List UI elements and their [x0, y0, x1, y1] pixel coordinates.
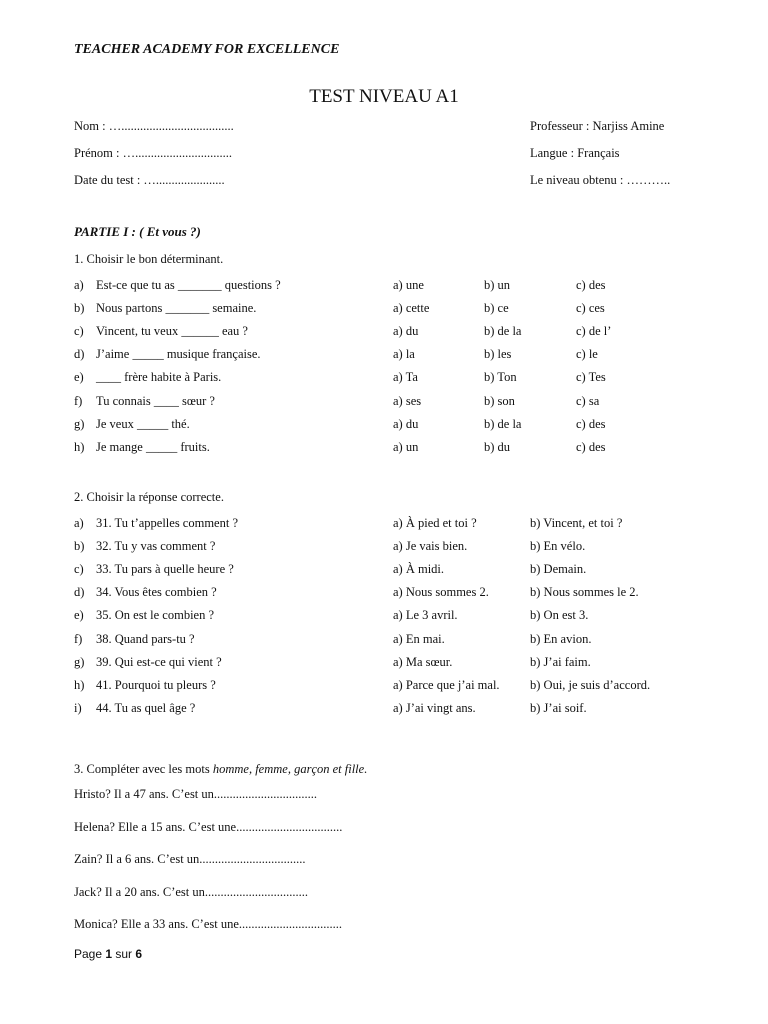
question-text: 31. Tu t’appelles comment ?: [96, 516, 238, 530]
exercise2-row: [0, 608, 768, 626]
exercise2-row: [0, 562, 768, 580]
item-letter: b): [74, 301, 85, 316]
exercise2-row: [0, 539, 768, 557]
page-title: TEST NIVEAU A1: [309, 86, 459, 107]
option-b: b) les: [484, 347, 512, 362]
exercise1-row: [0, 417, 768, 435]
exercise2-row: [0, 701, 768, 719]
option-b: b) En avion.: [530, 631, 592, 646]
exercise1-row: [0, 347, 768, 365]
exercise2-row: [0, 516, 768, 534]
item-letter: c): [74, 324, 84, 339]
option-c: c) ces: [576, 301, 605, 316]
option-a: a) du: [393, 416, 419, 431]
page-label: Page: [74, 947, 106, 961]
option-c: c) de l’: [576, 324, 612, 339]
item-letter: a): [74, 278, 84, 292]
option-b: b) En vélo.: [530, 539, 586, 554]
completion-line: Helena? Elle a 15 ans. C’est une..................................: [74, 819, 343, 834]
question-text: 44. Tu as quel âge ?: [96, 700, 196, 715]
option-b: b) Nous sommes le 2.: [530, 585, 639, 600]
item-letter: d): [74, 347, 85, 362]
question-text: 39. Qui est-ce qui vient ?: [96, 654, 222, 669]
school-name: TEACHER ACADEMY FOR EXCELLENCE: [74, 42, 340, 57]
exercise1-instruction: 1. Choisir le bon déterminant.: [74, 252, 224, 266]
option-a: a) cette: [393, 301, 430, 316]
option-b: b) Demain.: [530, 562, 587, 577]
option-c: c) sa: [576, 393, 600, 408]
exercise1-row: [0, 370, 768, 388]
question-text: Je veux _____ thé.: [96, 416, 190, 431]
exercise1-row: [0, 278, 768, 296]
option-a: a) Le 3 avril.: [393, 608, 458, 623]
option-b: b) Ton: [484, 370, 517, 385]
page-current: 1: [105, 947, 113, 961]
question-text: Est-ce que tu as _______ questions ?: [96, 278, 281, 292]
exercise2-row: [0, 632, 768, 650]
option-b: b) J’ai soif.: [530, 700, 587, 715]
item-letter: g): [74, 654, 85, 669]
partie-heading: PARTIE I : ( Et vous ?): [74, 224, 201, 239]
option-b: b) du: [484, 439, 511, 454]
exercise2-row: [0, 585, 768, 603]
option-b: b) On est 3.: [530, 608, 589, 623]
exercise1-row: [0, 301, 768, 319]
page-of: sur: [112, 947, 136, 961]
option-b: b) J’ai faim.: [530, 654, 591, 669]
exercise3-instruction-words: homme, femme, garçon et fille.: [212, 762, 368, 776]
option-a: a) une: [393, 278, 424, 292]
question-text: Nous partons _______ semaine.: [96, 301, 257, 316]
question-text: 33. Tu pars à quelle heure ?: [96, 562, 234, 577]
exercise1-row: [0, 394, 768, 412]
question-text: 38. Quand pars-tu ?: [96, 631, 195, 646]
completion-line: Hristo? Il a 47 ans. C’est un.................................: [74, 787, 318, 801]
option-a: a) Ta: [393, 370, 418, 385]
item-letter: a): [74, 516, 84, 530]
completion-line: Jack? Il a 20 ans. C’est un.................................: [74, 884, 308, 899]
nom-field: Nom : …....................................: [74, 119, 234, 133]
option-c: c) Tes: [576, 370, 606, 385]
option-c: c) des: [576, 439, 606, 454]
completion-line: Monica? Elle a 33 ans. C’est une.................................: [74, 917, 343, 931]
option-a: a) Je vais bien.: [393, 539, 468, 554]
option-b: b) Oui, je suis d’accord.: [530, 677, 651, 692]
option-c: c) des: [576, 416, 606, 431]
page-total: 6: [135, 947, 143, 961]
item-letter: b): [74, 539, 85, 554]
option-c: c) des: [576, 278, 606, 292]
option-b: b) Vincent, et toi ?: [530, 516, 623, 530]
option-b: b) de la: [484, 416, 522, 431]
question-text: Vincent, tu veux ______ eau ?: [96, 324, 248, 339]
option-a: a) J’ai vingt ans.: [393, 700, 476, 715]
item-letter: f): [74, 393, 83, 408]
option-a: a) À midi.: [393, 562, 445, 577]
item-letter: g): [74, 416, 85, 431]
exercise2-row: [0, 678, 768, 696]
item-letter: c): [74, 562, 84, 577]
exercise1-row: [0, 324, 768, 342]
option-a: a) la: [393, 347, 415, 362]
question-text: Je mange _____ fruits.: [96, 439, 210, 454]
option-a: a) Parce que j’ai mal.: [393, 677, 500, 692]
date-field: Date du test : …......................: [74, 173, 225, 187]
item-letter: h): [74, 439, 85, 454]
option-b: b) son: [484, 393, 515, 408]
niveau-field: Le niveau obtenu : ………..: [530, 173, 671, 187]
option-a: a) Ma sœur.: [393, 654, 453, 669]
option-a: a) du: [393, 324, 419, 339]
option-b: b) de la: [484, 324, 522, 339]
question-text: J’aime _____ musique française.: [96, 347, 261, 362]
exercise3-instruction: [74, 762, 367, 777]
exercise2-row: [0, 655, 768, 673]
option-a: a) À pied et toi ?: [393, 516, 477, 530]
item-letter: h): [74, 677, 85, 692]
completion-line: Zain? Il a 6 ans. C’est un..................................: [74, 852, 306, 866]
question-text: Tu connais ____ sœur ?: [96, 393, 215, 408]
question-text: 34. Vous êtes combien ?: [96, 585, 217, 600]
item-letter: i): [74, 700, 82, 715]
langue-field: Langue : Français: [530, 146, 620, 160]
option-a: a) ses: [393, 393, 422, 408]
exercise3-instruction-prefix: 3. Compléter avec les mots: [74, 762, 213, 776]
item-letter: e): [74, 370, 84, 385]
prenom-field: Prénom : …...............................: [74, 146, 232, 160]
question-text: 35. On est le combien ?: [96, 608, 215, 623]
option-b: b) un: [484, 278, 511, 292]
question-text: ____ frère habite à Paris.: [96, 370, 222, 385]
option-a: a) Nous sommes 2.: [393, 585, 489, 600]
question-text: 32. Tu y vas comment ?: [96, 539, 216, 554]
item-letter: e): [74, 608, 84, 623]
item-letter: f): [74, 631, 83, 646]
page-number: [74, 947, 142, 961]
item-letter: d): [74, 585, 85, 600]
question-text: 41. Pourquoi tu pleurs ?: [96, 677, 216, 692]
option-a: a) En mai.: [393, 631, 445, 646]
exercise1-row: [0, 440, 768, 458]
option-a: a) un: [393, 439, 419, 454]
option-b: b) ce: [484, 301, 509, 316]
exercise2-instruction: 2. Choisir la réponse correcte.: [74, 490, 224, 504]
professeur-field: Professeur : Narjiss Amine: [530, 119, 665, 133]
option-c: c) le: [576, 347, 598, 362]
